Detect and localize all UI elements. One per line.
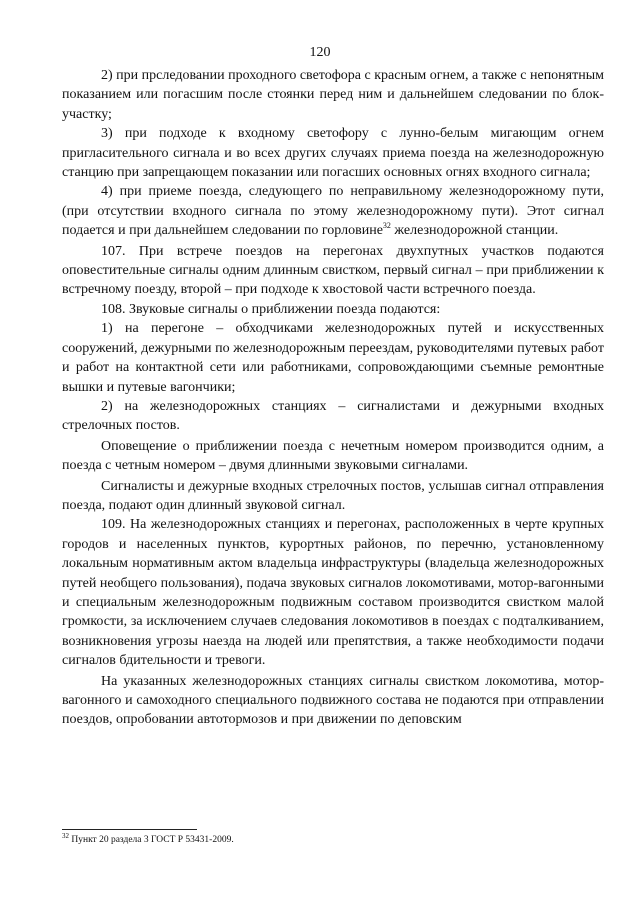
paragraph-notification: Оповещение о приближении поезда с нечетным номером производится одним, а поезда с четным номером – двумя длинными звуковыми сигналами.: [62, 438, 604, 474]
paragraph-109: 109. На железнодорожных станциях и перегонах, расположенных в черте крупных городов и населенных пунктов, курортных районов, по перечню, установленному локальным нормативным актом владельца инфраструктуры (владельца железнодорожных путей необщего пользования), подача звуковых сигналов локомотивами, мотор-вагонными и специальным железнодорожным подвижным составом производится свистком малой громкости, за исключением случаев следования локомотивов в поездах с подталкиванием, возникновения угрозы наезда на людей или препятствия, а также необходимости подачи сигналов бдительности и тревоги.: [62, 517, 604, 669]
footnote-divider: [62, 829, 197, 830]
footnote-marker: 32: [62, 832, 69, 840]
paragraph-item-4-text: 4) при приеме поезда, следующего по неправильному железнодорожному пути, (при отсутствии входного сигнала по этому железнодорожному пути). Этот сигнал подается и при дальнейшем следовании по горловине: [62, 184, 604, 239]
paragraph-item-4-continuation: железнодорожной станции.: [394, 223, 559, 239]
paragraph-107: 107. При встрече поездов на перегонах двухпутных участков подаются оповестительные сигналы одним длинным свистком, первый сигнал – при приближении к встречному поезду, второй – при подходе к хвостовой части встречного поезда.: [62, 243, 604, 298]
paragraph-item-2: 2) при прследовании проходного светофора с красным огнем, а также с непонятным показанием или погасшим после стоянки перед ним и дальнейшем следовании по блок-участку;: [62, 68, 604, 122]
paragraph-108-item-2: 2) на железнодорожных станциях – сигналистами и дежурными входных стрелочных постов.: [62, 398, 604, 434]
paragraph-108-item-1: 1) на перегоне – обходчиками железнодорожных путей и искусственных сооружений, дежурными по железнодорожным переездам, руководителями путевых работ и работ на контактной сети или работниками, сопровождающими съемные ремонтные вышки и путевые вагончики;: [62, 321, 604, 395]
paragraph-stations: На указанных железнодорожных станциях сигналы свистком локомотива, мотор-вагонного и самоходного специального подвижного состава не подаются при отправлении поездов, опробовании автотормозов и при движении по деповским: [62, 673, 604, 728]
paragraph-108: 108. Звуковые сигналы о приближении поезда подаются:: [101, 301, 441, 317]
paragraph-signalmen: Сигналисты и дежурные входных стрелочных постов, услышав сигнал отправления поезда, подают один длинный звуковой сигнал.: [62, 478, 604, 513]
page-number: 120: [309, 45, 331, 60]
document-body: [62, 66, 604, 730]
paragraph-item-3: 3) при подходе к входному светофору с лунно-белым мигающим огнем пригласительного сигнала и во всех других случаях приема поезда на железнодорожную станцию при запрещающем показании или погасших основных огнях входного сигнала;: [62, 126, 604, 181]
footnote-text: Пункт 20 раздела 3 ГОСТ Р 53431-2009.: [71, 835, 234, 845]
footnote: [62, 834, 604, 846]
paragraph-item-4: [62, 182, 604, 240]
footnote-reference: 32: [382, 221, 391, 231]
